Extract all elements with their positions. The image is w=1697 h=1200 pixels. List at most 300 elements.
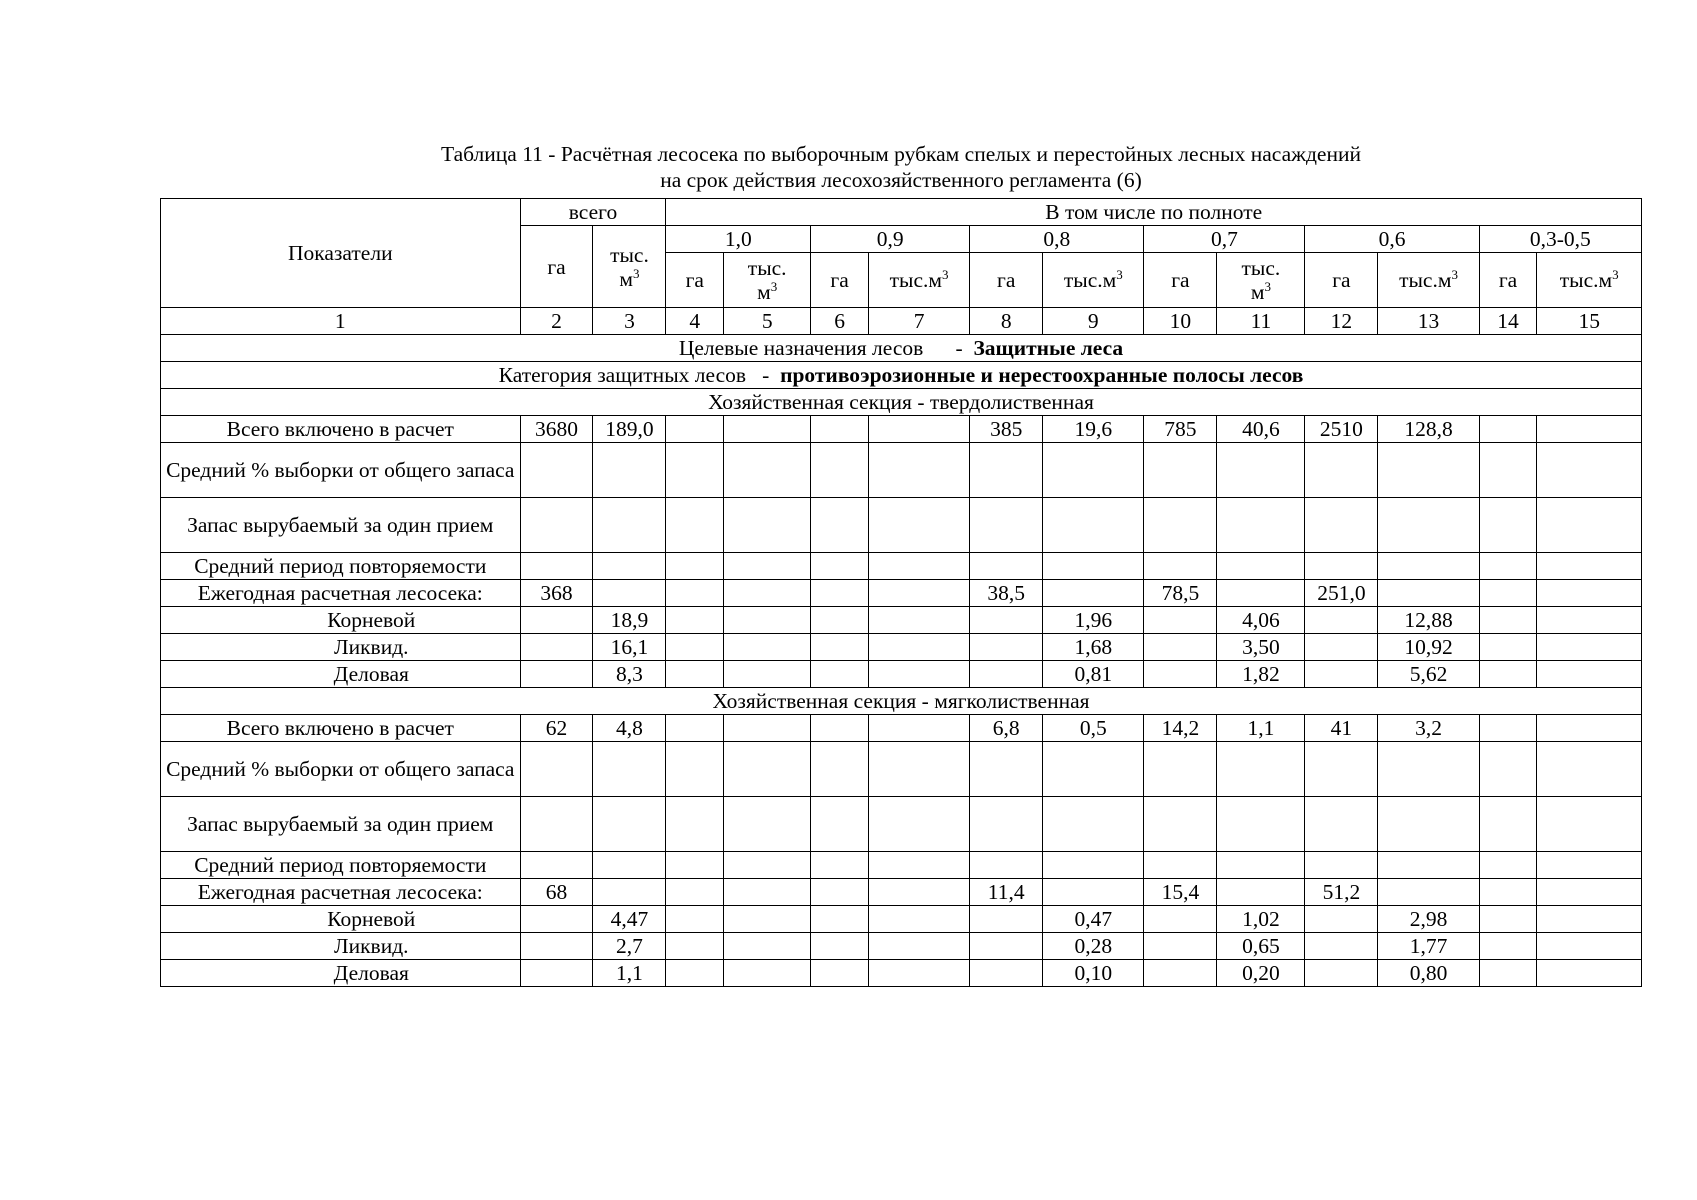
table-cell: 18,9	[593, 607, 666, 634]
table-cell: 40,6	[1217, 416, 1305, 443]
table-cell	[868, 797, 969, 852]
table-cell	[593, 580, 666, 607]
table-cell	[1305, 797, 1378, 852]
table-cell	[1144, 960, 1217, 987]
table-cell: 2,98	[1378, 906, 1479, 933]
header-ha: га	[1305, 253, 1378, 308]
header-thous-m3: тыс. $м^3$	[724, 253, 811, 308]
row-label: Средний период повторяемости	[161, 553, 521, 580]
table-cell	[970, 443, 1043, 498]
header-density-3: 0,8	[970, 226, 1144, 253]
cutting-area-table	[160, 198, 1642, 987]
table-cell: 14,2	[1144, 715, 1217, 742]
table-cell	[1144, 933, 1217, 960]
table-cell	[724, 906, 811, 933]
column-number-row	[161, 308, 1642, 335]
table-cell: 51,2	[1305, 879, 1378, 906]
table-cell: 0,65	[1217, 933, 1305, 960]
table-cell	[868, 960, 969, 987]
col-number: 5	[724, 308, 811, 335]
table-cell	[868, 715, 969, 742]
table-cell	[1043, 852, 1144, 879]
table-cell	[724, 498, 811, 553]
table-cell: 4,06	[1217, 607, 1305, 634]
section-title: Хозяйственная секция - мягколиственная	[161, 688, 1642, 715]
table-cell	[1217, 580, 1305, 607]
table-cell	[811, 607, 869, 634]
table-cell	[666, 553, 724, 580]
header-row-1	[161, 199, 1642, 226]
row-label: Деловая	[161, 661, 521, 688]
table-cell	[970, 960, 1043, 987]
table-cell	[868, 553, 969, 580]
header-thous-m3: $тыс.м^3$	[1378, 253, 1479, 308]
table-cell	[1043, 553, 1144, 580]
table-cell	[1043, 742, 1144, 797]
caption-line-1: Таблица 11 - Расчётная лесосека по выборочным рубкам спелых и перестойных лесных насаждений	[441, 142, 1361, 166]
header-thous-m3: $тыс.м^3$	[1537, 253, 1642, 308]
table-cell	[1378, 742, 1479, 797]
table-cell: 1,1	[593, 960, 666, 987]
table-cell	[811, 933, 869, 960]
header-density-5: 0,6	[1305, 226, 1479, 253]
table-cell	[811, 498, 869, 553]
table-cell: 0,81	[1043, 661, 1144, 688]
col-number: 9	[1043, 308, 1144, 335]
col-number: 7	[868, 308, 969, 335]
table-cell	[868, 498, 969, 553]
table-cell	[1305, 960, 1378, 987]
table-cell	[1144, 852, 1217, 879]
row-label: Корневой	[161, 607, 521, 634]
table-cell	[520, 742, 593, 797]
table-cell	[520, 933, 593, 960]
table-cell	[1479, 906, 1537, 933]
table-cell	[593, 797, 666, 852]
table-cell	[724, 742, 811, 797]
table-row	[161, 498, 1642, 553]
purpose-dash: -	[955, 336, 963, 360]
row-label: Средний % выборки от общего запаса	[161, 742, 521, 797]
table-cell	[1537, 960, 1642, 987]
table-cell	[1144, 634, 1217, 661]
table-cell	[1479, 879, 1537, 906]
table-cell	[520, 797, 593, 852]
table-cell: 0,20	[1217, 960, 1305, 987]
table-row	[161, 661, 1642, 688]
table-cell	[520, 443, 593, 498]
table-cell	[593, 879, 666, 906]
header-density-2: 0,9	[811, 226, 970, 253]
header-total: всего	[520, 199, 666, 226]
table-cell	[1144, 607, 1217, 634]
table-cell	[724, 960, 811, 987]
table-cell	[666, 906, 724, 933]
table-cell	[724, 933, 811, 960]
table-cell	[593, 553, 666, 580]
table-cell	[1378, 443, 1479, 498]
header-ha: га	[970, 253, 1043, 308]
header-total-ha: га	[520, 226, 593, 308]
table-cell	[1479, 607, 1537, 634]
table-cell	[1537, 797, 1642, 852]
table-cell	[1305, 553, 1378, 580]
table-cell	[970, 933, 1043, 960]
row-label: Деловая	[161, 960, 521, 987]
row-label: Ликвид.	[161, 634, 521, 661]
table-cell	[1305, 742, 1378, 797]
table-cell	[1378, 553, 1479, 580]
table-cell	[970, 498, 1043, 553]
table-cell	[593, 852, 666, 879]
table-cell	[868, 852, 969, 879]
row-label: Ликвид.	[161, 933, 521, 960]
row-label: Всего включено в расчет	[161, 715, 521, 742]
table-cell: 0,28	[1043, 933, 1144, 960]
category-row	[161, 362, 1642, 389]
forest-purpose	[161, 335, 1642, 362]
table-cell	[1305, 852, 1378, 879]
table-cell	[1479, 580, 1537, 607]
table-cell	[724, 797, 811, 852]
table-cell	[1537, 580, 1642, 607]
table-cell	[1537, 443, 1642, 498]
header-indicators: Показатели	[161, 199, 521, 308]
table-cell	[811, 852, 869, 879]
caption-line-2: на срок действия лесохозяйственного регламента (6)	[660, 168, 1142, 192]
category-value: противоэрозионные и нерестоохранные полосы лесов	[780, 363, 1304, 387]
table-cell: 368	[520, 580, 593, 607]
table-cell	[1537, 852, 1642, 879]
table-cell	[970, 553, 1043, 580]
table-cell	[1537, 498, 1642, 553]
table-cell	[1479, 797, 1537, 852]
header-ha: га	[1479, 253, 1537, 308]
table-cell	[811, 906, 869, 933]
table-cell: 1,96	[1043, 607, 1144, 634]
table-cell	[1305, 906, 1378, 933]
table-cell	[724, 715, 811, 742]
table-cell	[1479, 634, 1537, 661]
table-cell	[1217, 852, 1305, 879]
table-cell: 12,88	[1378, 607, 1479, 634]
table-cell: 11,4	[970, 879, 1043, 906]
header-density-6: 0,3-0,5	[1479, 226, 1641, 253]
col-number: 4	[666, 308, 724, 335]
table-cell: 4,8	[593, 715, 666, 742]
table-cell	[1043, 580, 1144, 607]
table-cell: 1,02	[1217, 906, 1305, 933]
col-number: 6	[811, 308, 869, 335]
table-cell	[666, 960, 724, 987]
table-cell	[1217, 797, 1305, 852]
col-number: 1	[161, 308, 521, 335]
table-cell	[868, 416, 969, 443]
row-label: Корневой	[161, 906, 521, 933]
table-cell	[868, 879, 969, 906]
table-cell: 16,1	[593, 634, 666, 661]
section-title-row	[161, 389, 1642, 416]
col-number: 12	[1305, 308, 1378, 335]
col-number: 11	[1217, 308, 1305, 335]
table-cell	[520, 553, 593, 580]
table-cell	[1537, 933, 1642, 960]
header-by-density: В том числе по полноте	[666, 199, 1642, 226]
table-cell	[970, 906, 1043, 933]
table-cell: 68	[520, 879, 593, 906]
table-cell	[1378, 580, 1479, 607]
table-cell	[666, 715, 724, 742]
table-cell	[1537, 661, 1642, 688]
col-number: 2	[520, 308, 593, 335]
table-row	[161, 416, 1642, 443]
table-cell: 3,50	[1217, 634, 1305, 661]
table-cell: 189,0	[593, 416, 666, 443]
table-cell	[666, 797, 724, 852]
table-cell	[1537, 553, 1642, 580]
table-cell	[1479, 742, 1537, 797]
table-cell	[666, 879, 724, 906]
row-label: Средний % выборки от общего запаса	[161, 443, 521, 498]
table-cell: 385	[970, 416, 1043, 443]
table-cell	[724, 879, 811, 906]
table-cell	[520, 661, 593, 688]
table-cell	[593, 742, 666, 797]
table-row	[161, 634, 1642, 661]
row-label: Средний период повторяемости	[161, 852, 521, 879]
table-cell	[666, 661, 724, 688]
table-row	[161, 553, 1642, 580]
table-cell: 8,3	[593, 661, 666, 688]
table-cell	[1144, 443, 1217, 498]
table-row	[161, 960, 1642, 987]
table-row	[161, 852, 1642, 879]
table-row	[161, 715, 1642, 742]
header-density-1: 1,0	[666, 226, 811, 253]
table-cell	[724, 661, 811, 688]
header-thous-m3: $тыс.м^3$	[1043, 253, 1144, 308]
table-cell	[811, 661, 869, 688]
table-cell	[1217, 498, 1305, 553]
table-cell: 1,82	[1217, 661, 1305, 688]
table-cell: 38,5	[970, 580, 1043, 607]
table-cell	[811, 443, 869, 498]
table-cell: 41	[1305, 715, 1378, 742]
table-cell	[520, 634, 593, 661]
table-cell	[1378, 852, 1479, 879]
table-cell: 0,47	[1043, 906, 1144, 933]
table-cell: 3,2	[1378, 715, 1479, 742]
table-cell	[1305, 634, 1378, 661]
table-row	[161, 879, 1642, 906]
table-cell	[1479, 960, 1537, 987]
table-cell	[666, 852, 724, 879]
table-cell: 19,6	[1043, 416, 1144, 443]
table-cell	[1144, 553, 1217, 580]
table-cell	[868, 443, 969, 498]
header-ha: га	[1144, 253, 1217, 308]
table-cell: 10,92	[1378, 634, 1479, 661]
table-cell: 785	[1144, 416, 1217, 443]
table-cell	[1144, 906, 1217, 933]
row-label: Ежегодная расчетная лесосека:	[161, 879, 521, 906]
table-cell: 3680	[520, 416, 593, 443]
table-cell	[868, 933, 969, 960]
table-cell	[1305, 443, 1378, 498]
table-cell	[1537, 634, 1642, 661]
table-cell	[1537, 416, 1642, 443]
table-cell	[811, 797, 869, 852]
table-cell	[1479, 443, 1537, 498]
table-cell	[724, 580, 811, 607]
table-row	[161, 607, 1642, 634]
table-cell: 1,1	[1217, 715, 1305, 742]
table-cell	[811, 580, 869, 607]
table-cell	[666, 498, 724, 553]
header-thous-m3: $тыс.м^3$	[868, 253, 969, 308]
table-cell	[811, 715, 869, 742]
table-cell	[1479, 498, 1537, 553]
table-cell	[970, 852, 1043, 879]
table-cell	[520, 498, 593, 553]
table-cell: 0,5	[1043, 715, 1144, 742]
table-cell	[970, 607, 1043, 634]
table-cell	[666, 634, 724, 661]
table-cell	[520, 906, 593, 933]
table-cell	[1479, 553, 1537, 580]
table-cell	[1479, 933, 1537, 960]
table-cell	[811, 742, 869, 797]
table-cell	[666, 742, 724, 797]
table-row	[161, 797, 1642, 852]
table-cell	[1479, 852, 1537, 879]
col-number: 3	[593, 308, 666, 335]
table-cell	[868, 906, 969, 933]
table-cell: 5,62	[1378, 661, 1479, 688]
section-title-row	[161, 688, 1642, 715]
table-cell	[868, 742, 969, 797]
table-cell: 2510	[1305, 416, 1378, 443]
table-cell	[1217, 553, 1305, 580]
table-cell	[724, 852, 811, 879]
table-cell: 251,0	[1305, 580, 1378, 607]
purpose-row	[161, 335, 1642, 362]
table-cell	[666, 416, 724, 443]
table-cell	[868, 661, 969, 688]
table-cell	[724, 607, 811, 634]
table-cell	[970, 742, 1043, 797]
table-cell	[811, 553, 869, 580]
table-cell	[520, 607, 593, 634]
table-cell: 0,80	[1378, 960, 1479, 987]
col-number: 14	[1479, 308, 1537, 335]
table-cell	[593, 443, 666, 498]
table-cell	[811, 879, 869, 906]
table-cell	[1043, 443, 1144, 498]
table-cell	[1378, 498, 1479, 553]
table-cell: 2,7	[593, 933, 666, 960]
table-cell: 128,8	[1378, 416, 1479, 443]
table-caption	[160, 141, 1642, 193]
row-label: Ежегодная расчетная лесосека:	[161, 580, 521, 607]
table-cell	[970, 797, 1043, 852]
protective-forest-category	[161, 362, 1642, 389]
col-number: 13	[1378, 308, 1479, 335]
table-cell	[1305, 607, 1378, 634]
table-cell	[724, 416, 811, 443]
table-cell	[1043, 797, 1144, 852]
table-cell: 6,8	[970, 715, 1043, 742]
table-cell	[1378, 879, 1479, 906]
table-cell	[724, 443, 811, 498]
row-label: Всего включено в расчет	[161, 416, 521, 443]
category-dash: -	[762, 363, 770, 387]
table-cell	[811, 634, 869, 661]
table-cell	[1144, 797, 1217, 852]
table-cell	[1217, 879, 1305, 906]
table-cell	[868, 580, 969, 607]
sections-body	[161, 389, 1642, 987]
table-cell	[1537, 715, 1642, 742]
row-label: Запас вырубаемый за один прием	[161, 797, 521, 852]
table-cell	[1537, 742, 1642, 797]
table-cell	[1378, 797, 1479, 852]
table-cell	[1305, 661, 1378, 688]
category-label: Категория защитных лесов	[498, 363, 747, 387]
table-cell	[1537, 879, 1642, 906]
table-cell	[1479, 661, 1537, 688]
table-cell	[666, 933, 724, 960]
table-cell	[1537, 607, 1642, 634]
table-cell	[1217, 443, 1305, 498]
table-cell	[1144, 498, 1217, 553]
table-cell: 4,47	[593, 906, 666, 933]
purpose-value: Защитные леса	[973, 336, 1124, 360]
table-row	[161, 742, 1642, 797]
table-cell	[1305, 933, 1378, 960]
header-ha: га	[811, 253, 869, 308]
header-total-thous-m3: тыс. $м^3$	[593, 226, 666, 308]
table-cell	[868, 607, 969, 634]
header-density-4: 0,7	[1144, 226, 1305, 253]
table-cell	[970, 661, 1043, 688]
section-title: Хозяйственная секция - твердолиственная	[161, 389, 1642, 416]
table-row	[161, 443, 1642, 498]
table-cell	[1043, 879, 1144, 906]
table-cell	[1479, 416, 1537, 443]
row-label: Запас вырубаемый за один прием	[161, 498, 521, 553]
table-cell	[811, 416, 869, 443]
table-cell	[811, 960, 869, 987]
table-cell	[1537, 906, 1642, 933]
table-cell: 0,10	[1043, 960, 1144, 987]
table-row	[161, 906, 1642, 933]
table-cell	[970, 634, 1043, 661]
table-cell: 1,77	[1378, 933, 1479, 960]
table-cell: 15,4	[1144, 879, 1217, 906]
header-thous-m3: тыс. $м^3$	[1217, 253, 1305, 308]
header-ha: га	[666, 253, 724, 308]
col-number: 15	[1537, 308, 1642, 335]
table-cell	[520, 960, 593, 987]
table-cell	[1217, 742, 1305, 797]
col-number: 8	[970, 308, 1043, 335]
table-cell	[666, 580, 724, 607]
table-cell	[724, 634, 811, 661]
table-cell	[1144, 742, 1217, 797]
table-cell: 1,68	[1043, 634, 1144, 661]
purpose-label: Целевые назначения лесов	[678, 336, 924, 360]
